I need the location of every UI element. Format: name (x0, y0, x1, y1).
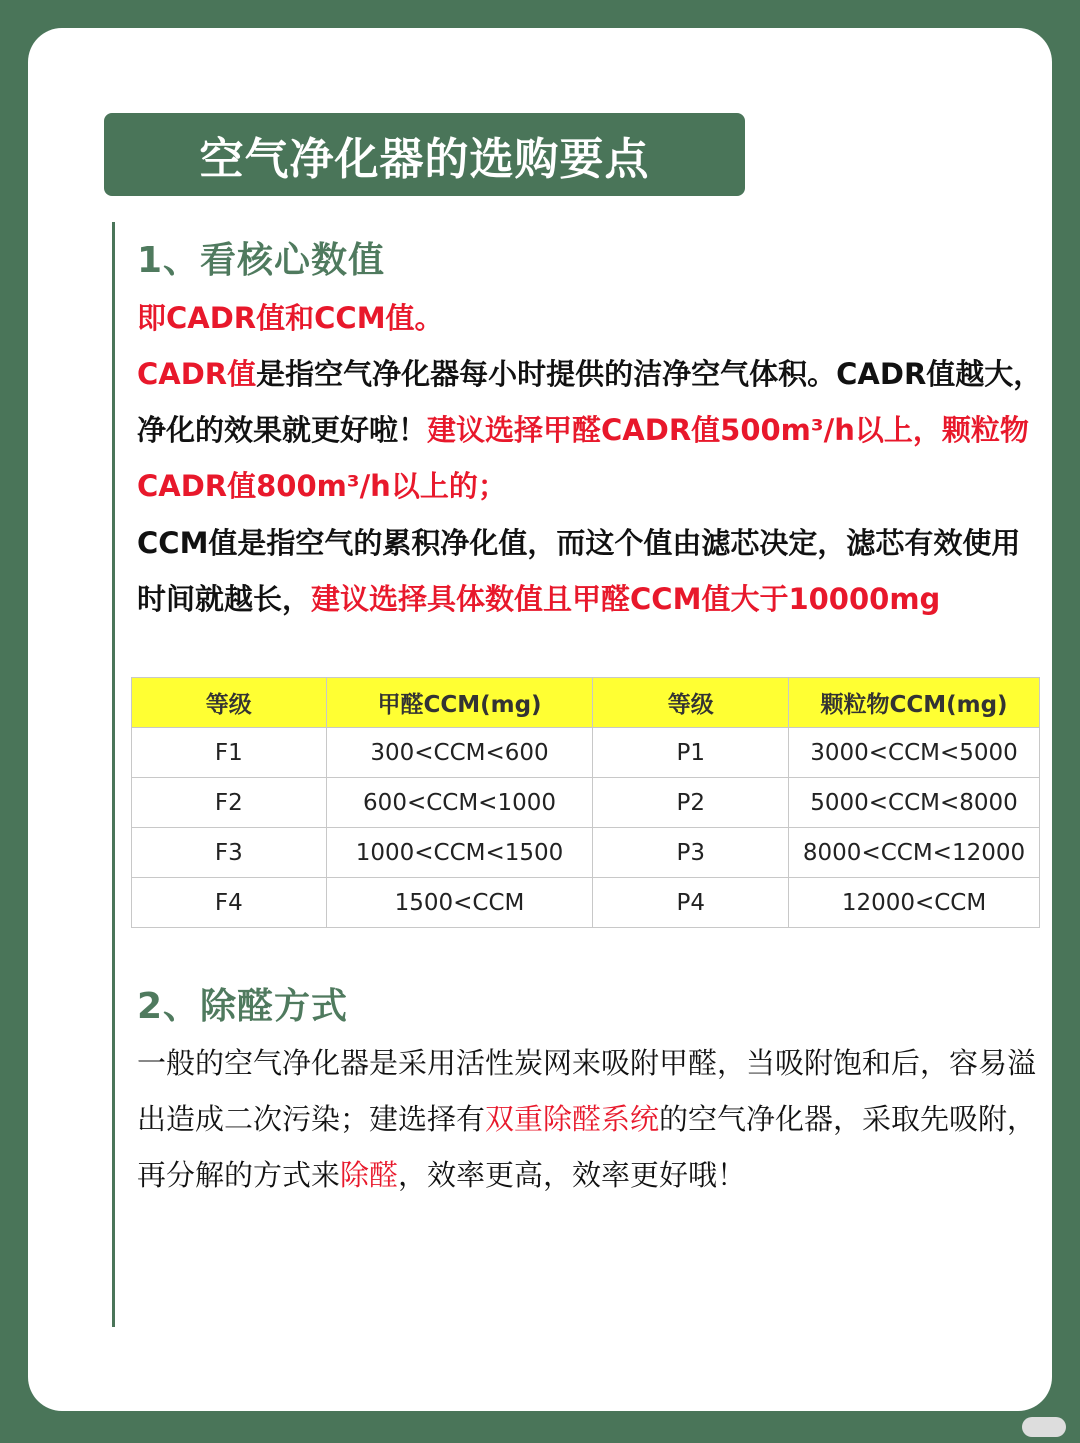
ccm-paragraph (137, 515, 1047, 627)
header-formaldehyde-ccm: 甲醛CCM(mg) (326, 678, 593, 728)
cadr-paragraph (137, 346, 1047, 514)
section-1-heading: 1、看核心数值 (137, 240, 386, 281)
section-1-subtitle: 即CADR值和CCM值。 (137, 301, 444, 335)
cadr-recommendation: 建议选择甲醛CADR值500m³/h以上，颗粒物CADR值800m³/h以上的； (137, 413, 1029, 503)
header-grade-particle: 等级 (593, 678, 789, 728)
title-banner (104, 113, 745, 196)
formaldehyde-removal-paragraph (137, 1035, 1047, 1203)
section-2-heading: 2、除醛方式 (137, 986, 349, 1027)
table-cell: 3000<CCM<5000 (789, 728, 1040, 778)
table-cell: 1000<CCM<1500 (326, 828, 593, 878)
cadr-description: 是指空气净化器每小时提供的洁净空气体积。CADR值越大，净化的效果就更好啦！ (137, 357, 1043, 447)
removal-text-1: 一般的空气净化器是采用活性炭网来吸附甲醛，当吸附饱和后，容易溢出造成二次污染；建选择有 (137, 1046, 1037, 1136)
table-cell: 1500<CCM (326, 878, 593, 928)
table-cell: 300<CCM<600 (326, 728, 593, 778)
table-cell: F2 (132, 778, 327, 828)
ccm-grade-table (131, 677, 1040, 928)
table-row (132, 778, 1040, 828)
table-cell: 5000<CCM<8000 (789, 778, 1040, 828)
ccm-description: CCM值是指空气的累积净化值，而这个值由滤芯决定，滤芯有效使用时间就越长， (137, 526, 1021, 616)
table-cell: F3 (132, 828, 327, 878)
ccm-recommendation: 建议选择具体数值且甲醛CCM值大于10000mg (311, 582, 941, 616)
table-cell: F4 (132, 878, 327, 928)
header-grade-formaldehyde: 等级 (132, 678, 327, 728)
header-particle-ccm: 颗粒物CCM(mg) (789, 678, 1040, 728)
accent-line (112, 222, 115, 1327)
table-row (132, 878, 1040, 928)
table-cell: P1 (593, 728, 789, 778)
table-cell: P4 (593, 878, 789, 928)
table-cell: 600<CCM<1000 (326, 778, 593, 828)
removal-text-3: ，效率更高，效率更好哦！ (398, 1158, 747, 1192)
table-header-row (132, 678, 1040, 728)
table-cell: 8000<CCM<12000 (789, 828, 1040, 878)
cadr-term: CADR值 (137, 357, 257, 391)
table-row (132, 828, 1040, 878)
table-cell: P3 (593, 828, 789, 878)
table-cell: P2 (593, 778, 789, 828)
page-title: 空气净化器的选购要点 (199, 133, 650, 185)
dual-system-highlight: 双重除醛系统 (485, 1102, 660, 1136)
table-row (132, 728, 1040, 778)
removal-text-2: 的空气净化器，采取先吸附，再分解的方式来 (137, 1102, 1037, 1192)
table-cell: F1 (132, 728, 327, 778)
removal-highlight: 除醛 (340, 1158, 399, 1192)
watermark-logo (1022, 1417, 1066, 1437)
table-cell: 12000<CCM (789, 878, 1040, 928)
